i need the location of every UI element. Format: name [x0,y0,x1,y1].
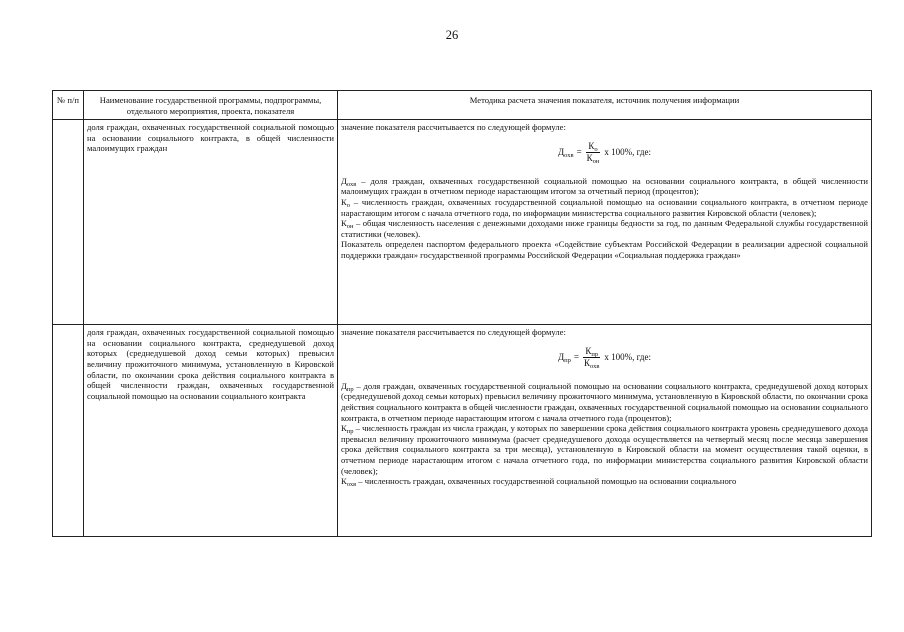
formula-numerator: $К_о$ [588,140,598,153]
formula-fraction [585,141,602,164]
definition: $К_о$ – численность граждан, охваченных государственной социальной помощью на основании социального контракта, в отчетном периоде нарастающим итогом с начала отчетного года, по информации министерства социального развития Кировской области (человек); [341,196,868,218]
definition: $К_{пр}$ – численность граждан из числа граждан, у которых по завершении срока действия социального контракта уровень среднедушевого дохода превысил величину прожиточного минимума (расчет среднедушевого дохода осуществляется на четвертый месяц после месяца завершения срока действия социального контракта за три месяца), установленную в Кировской области на момент осуществления такой оценки, в отчетном периоде нарастающим итогом с начала отчетного года, по информации министерства социального развития Кировской области (человек); [341,423,868,476]
indicator-method [338,120,872,325]
definition: $К_{он}$ – общая численность населения с денежными доходами ниже границы бедности за год, по данным Федеральной службы государственной статистики (человек). [341,218,868,239]
indicator-name: доля граждан, охваченных государственной социальной помощью на основании социального контракта, среднедушевой доход которых (среднедушевой доход семьи которых) превысил величину прожиточного минимума, установленную в Кировской области, по окончании срока действия социального контракта в общей численности граждан, охваченных государственной социальной помощью на основании социального контракта [84,325,338,537]
formula-denominator: $К_{он}$ [586,152,600,165]
formula-lhs: $Д_{пр}$ [558,351,571,364]
header-num: № п/п [53,91,84,120]
header-method: Методика расчета значения показателя, источник получения информации [338,91,872,120]
definition: $Д_{пр}$ – доля граждан, охваченных государственной социальной помощью на основании социального контракта, среднедушевой доход которых (среднедушевой доход семьи которых) превысил величину прожиточного минимума, установленную в Кировской области, по окончании срока действия социального контракта в общей численности граждан, охваченных государственной социальной помощью на основании социального контракта, в отчетном периоде нарастающим итогом с начала отчетного года (процентов); [341,380,868,423]
definition: $К_{охв}$ – численность граждан, охваченных государственной социальной помощью на основании социального [341,476,737,489]
formula-numerator: $К_{пр}$ [585,345,599,358]
formula-eq: = [576,146,582,157]
indicator-name: доля граждан, охваченных государственной социальной помощью на основании социального контракта, в общей численности малоимущих граждан [84,120,338,325]
table-header-row [53,91,872,120]
formula [341,141,868,164]
formula-lhs: $Д_{охв}$ [558,146,574,159]
formula-denominator: $К_{охв}$ [583,357,600,370]
formula-intro: значение показателя рассчитывается по следующей формуле: [341,327,566,338]
formula-fraction [582,346,601,369]
definition: $Д_{охв}$ – доля граждан, охваченных государственной социальной помощью на основании социального контракта, в общей численности малоимущих граждан в отчетном периоде нарастающим итогом за отчетный период (процентов); [341,175,868,197]
row-num [53,120,84,325]
formula-intro: значение показателя рассчитывается по следующей формуле: [341,122,566,133]
formula-tail: x 100%, где: [604,146,651,157]
indicator-method [338,325,872,537]
formula-eq: = [573,351,579,362]
page-number: 26 [445,28,459,42]
indicator-source: Показатель определен паспортом федерального проекта «Содействие субъектам Российской Федерации в реализации адресной социальной поддержки граждан» государственной программы Российской Федерации «Социальная поддержка граждан» [341,239,868,260]
row-num [53,325,84,537]
indicator-table [52,90,872,537]
formula-tail: x 100%, где: [604,351,651,362]
header-name: Наименование государственной программы, подпрограммы, отдельного мероприятия, проекта, показателя [84,91,338,120]
table-row [53,120,872,325]
table-row [53,325,872,537]
formula [341,346,868,369]
